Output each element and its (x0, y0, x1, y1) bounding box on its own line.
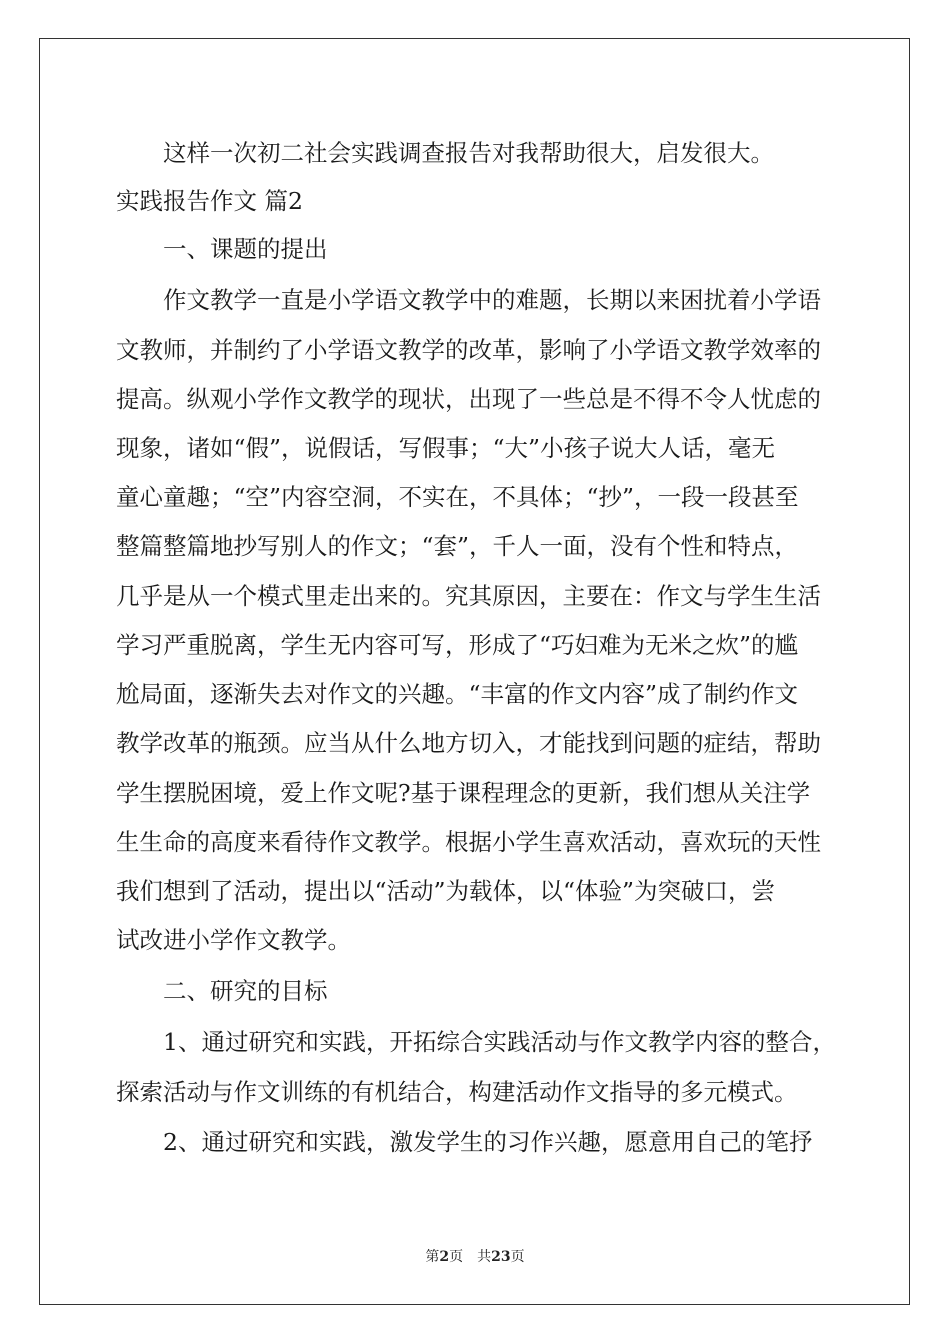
page-border (39, 38, 910, 1305)
paragraph-line: 现象，诸如“假”，说假话，写假事；“大”小孩子说大人话，毫无 (116, 434, 776, 462)
paragraph-line: 生生命的高度来看待作文教学。根据小学生喜欢活动，喜欢玩的天性 (116, 828, 821, 856)
paragraph-line: 尬局面，逐渐失去对作文的兴趣。“丰富的作文内容”成了制约作文 (116, 680, 799, 708)
paragraph-line: 童心童趣；“空”内容空洞，不实在，不具体；“抄”，一段一段甚至 (116, 483, 799, 511)
paragraph-line: 我们想到了活动，提出以“活动”为载体，以“体验”为突破口，尝 (116, 877, 776, 905)
page-label-prefix: 第 (425, 1249, 440, 1265)
page-label-suffix: 页 (510, 1249, 525, 1265)
paragraph-line: 作文教学一直是小学语文教学中的难题，长期以来困扰着小学语 (116, 286, 821, 314)
paragraph-line: 教学改革的瓶颈。应当从什么地方切入，才能找到问题的症结，帮助 (116, 729, 821, 757)
paragraph-line: 试改进小学作文教学。 (116, 926, 351, 954)
subheading-topic: 一、课题的提出 (116, 235, 328, 263)
paragraph-line: 学习严重脱离，学生无内容可写，形成了“巧妇难为无米之炊”的尴 (116, 631, 799, 659)
subheading-goals: 二、研究的目标 (116, 977, 328, 1005)
section-heading: 实践报告作文 篇2 (116, 187, 303, 215)
page-label-mid: 页 共 (449, 1249, 492, 1265)
paragraph-line: 整篇整篇地抄写别人的作文；“套”，千人一面，没有个性和特点， (116, 532, 799, 560)
page-current: 2 (439, 1249, 450, 1265)
paragraph-line: 1、通过研究和实践，开拓综合实践活动与作文教学内容的整合， (116, 1028, 836, 1056)
page-total: 23 (491, 1249, 511, 1265)
paragraph-line: 文教师，并制约了小学语文教学的改革，影响了小学语文教学效率的 (116, 336, 821, 364)
paragraph-line: 2、通过研究和实践，激发学生的习作兴趣，愿意用自己的笔抒 (116, 1128, 813, 1156)
paragraph-line: 这样一次初二社会实践调查报告对我帮助很大，启发很大。 (116, 139, 774, 167)
paragraph-line: 几乎是从一个模式里走出来的。究其原因，主要在：作文与学生生活 (116, 582, 821, 610)
page-footer (0, 1248, 950, 1266)
paragraph-line: 学生摆脱困境，爱上作文呢?基于课程理念的更新，我们想从关注学 (116, 779, 811, 807)
paragraph-line: 探索活动与作文训练的有机结合，构建活动作文指导的多元模式。 (116, 1078, 798, 1106)
paragraph-line: 提高。纵观小学作文教学的现状，出现了一些总是不得不令人忧虑的 (116, 385, 821, 413)
